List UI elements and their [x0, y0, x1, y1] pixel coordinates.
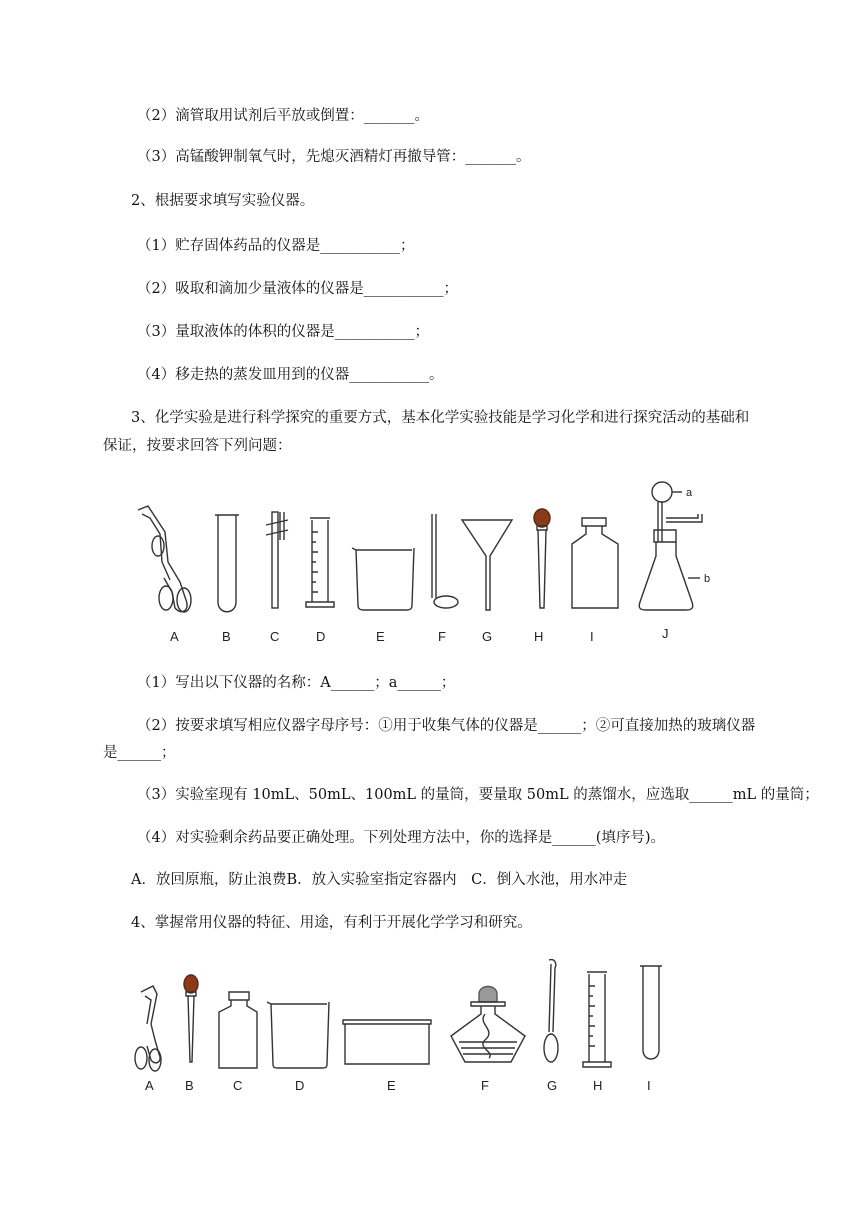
figure-label: B — [222, 629, 231, 644]
text-line: 是______； — [103, 745, 176, 761]
section-heading: 2、根据要求填写实验仪器。 — [131, 193, 315, 209]
test-tube-icon — [215, 515, 239, 612]
figure-label: C — [270, 629, 280, 644]
figure-label: E — [376, 629, 385, 644]
figure-label: A — [170, 629, 179, 644]
test-tube-holder-icon — [266, 512, 288, 608]
graduated-cylinder-icon — [306, 518, 334, 607]
figure-label: C — [233, 1078, 243, 1093]
text-line: （1）写出以下仪器的名称：A______；a______； — [137, 675, 456, 691]
section-heading: 3、化学实验是进行科学探究的重要方式，基本化学实验技能是学习化学和进行探究活动的基础和 — [131, 410, 750, 426]
text-line: （2）按要求填写相应仪器字母序号：①用于收集气体的仪器是______；②可直接加热的玻璃仪器 — [137, 718, 756, 734]
beaker-icon — [267, 1002, 329, 1068]
text-line: （4）对实验剩余药品要正确处理。下列处理方法中，你的选择是______(填序号)。 — [137, 830, 666, 846]
annotation-b: b — [704, 573, 711, 585]
text-line: （3）量取液体的体积的仪器是___________； — [137, 324, 429, 340]
medicine-spoon-icon — [432, 514, 458, 608]
text-line: A．放回原瓶，防止浪费B．放入实验室指定容器内 C．倒入水池，用水冲走 — [131, 872, 628, 888]
figure-label: I — [647, 1078, 651, 1093]
medicine-spoon-icon — [544, 960, 558, 1062]
figure-label: H — [534, 629, 544, 644]
figure-label: D — [316, 629, 326, 644]
figure-label: F — [481, 1078, 489, 1093]
crucible-tongs-icon — [135, 986, 161, 1071]
test-tube-icon — [640, 966, 662, 1059]
funnel-icon — [462, 520, 512, 610]
figure-label: G — [482, 629, 493, 644]
dropper-icon — [184, 975, 198, 1062]
text-line: （2）滴管取用试剂后平放或倒置：_______。 — [137, 108, 429, 124]
text-line: （2）吸取和滴加少量液体的仪器是___________； — [137, 281, 458, 297]
annotation-a: a — [686, 487, 693, 499]
flask-apparatus-icon — [639, 482, 702, 610]
dropper-icon — [534, 509, 550, 608]
figure-label: F — [438, 629, 446, 644]
figure-label: E — [387, 1078, 396, 1093]
figure-label: I — [590, 629, 594, 644]
text-line: （3）高锰酸钾制氧气时，先熄灭酒精灯再撤导管：_______。 — [137, 149, 531, 165]
figure-1-instruments — [120, 470, 740, 650]
water-trough-icon — [343, 1020, 431, 1064]
beaker-icon — [352, 548, 414, 610]
figure-label: D — [295, 1078, 305, 1093]
graduated-cylinder-icon — [583, 972, 611, 1067]
figure-label: H — [593, 1078, 603, 1093]
crucible-tongs-icon — [138, 506, 191, 612]
reagent-bottle-icon — [572, 518, 618, 608]
text-line: （4）移走热的蒸发皿用到的仪器___________。 — [137, 367, 444, 383]
figure-label: A — [145, 1078, 154, 1093]
text-line: （3）实验室现有 10mL、50mL、100mL 的量筒，要量取 50mL 的蒸馏水，应选取______mL 的量筒； — [137, 787, 819, 803]
alcohol-lamp-icon — [451, 987, 525, 1063]
figure-label: B — [185, 1078, 194, 1093]
figure-label: J — [662, 626, 669, 641]
figure-label: G — [547, 1078, 558, 1093]
text-line: 保证，按要求回答下列问题： — [103, 438, 292, 454]
reagent-bottle-icon — [219, 992, 257, 1068]
figure-2-instruments — [125, 950, 685, 1100]
section-heading: 4、掌握常用仪器的特征、用途，有利于开展化学学习和研究。 — [131, 915, 532, 931]
text-line: （1）贮存固体药品的仪器是___________； — [137, 238, 415, 254]
